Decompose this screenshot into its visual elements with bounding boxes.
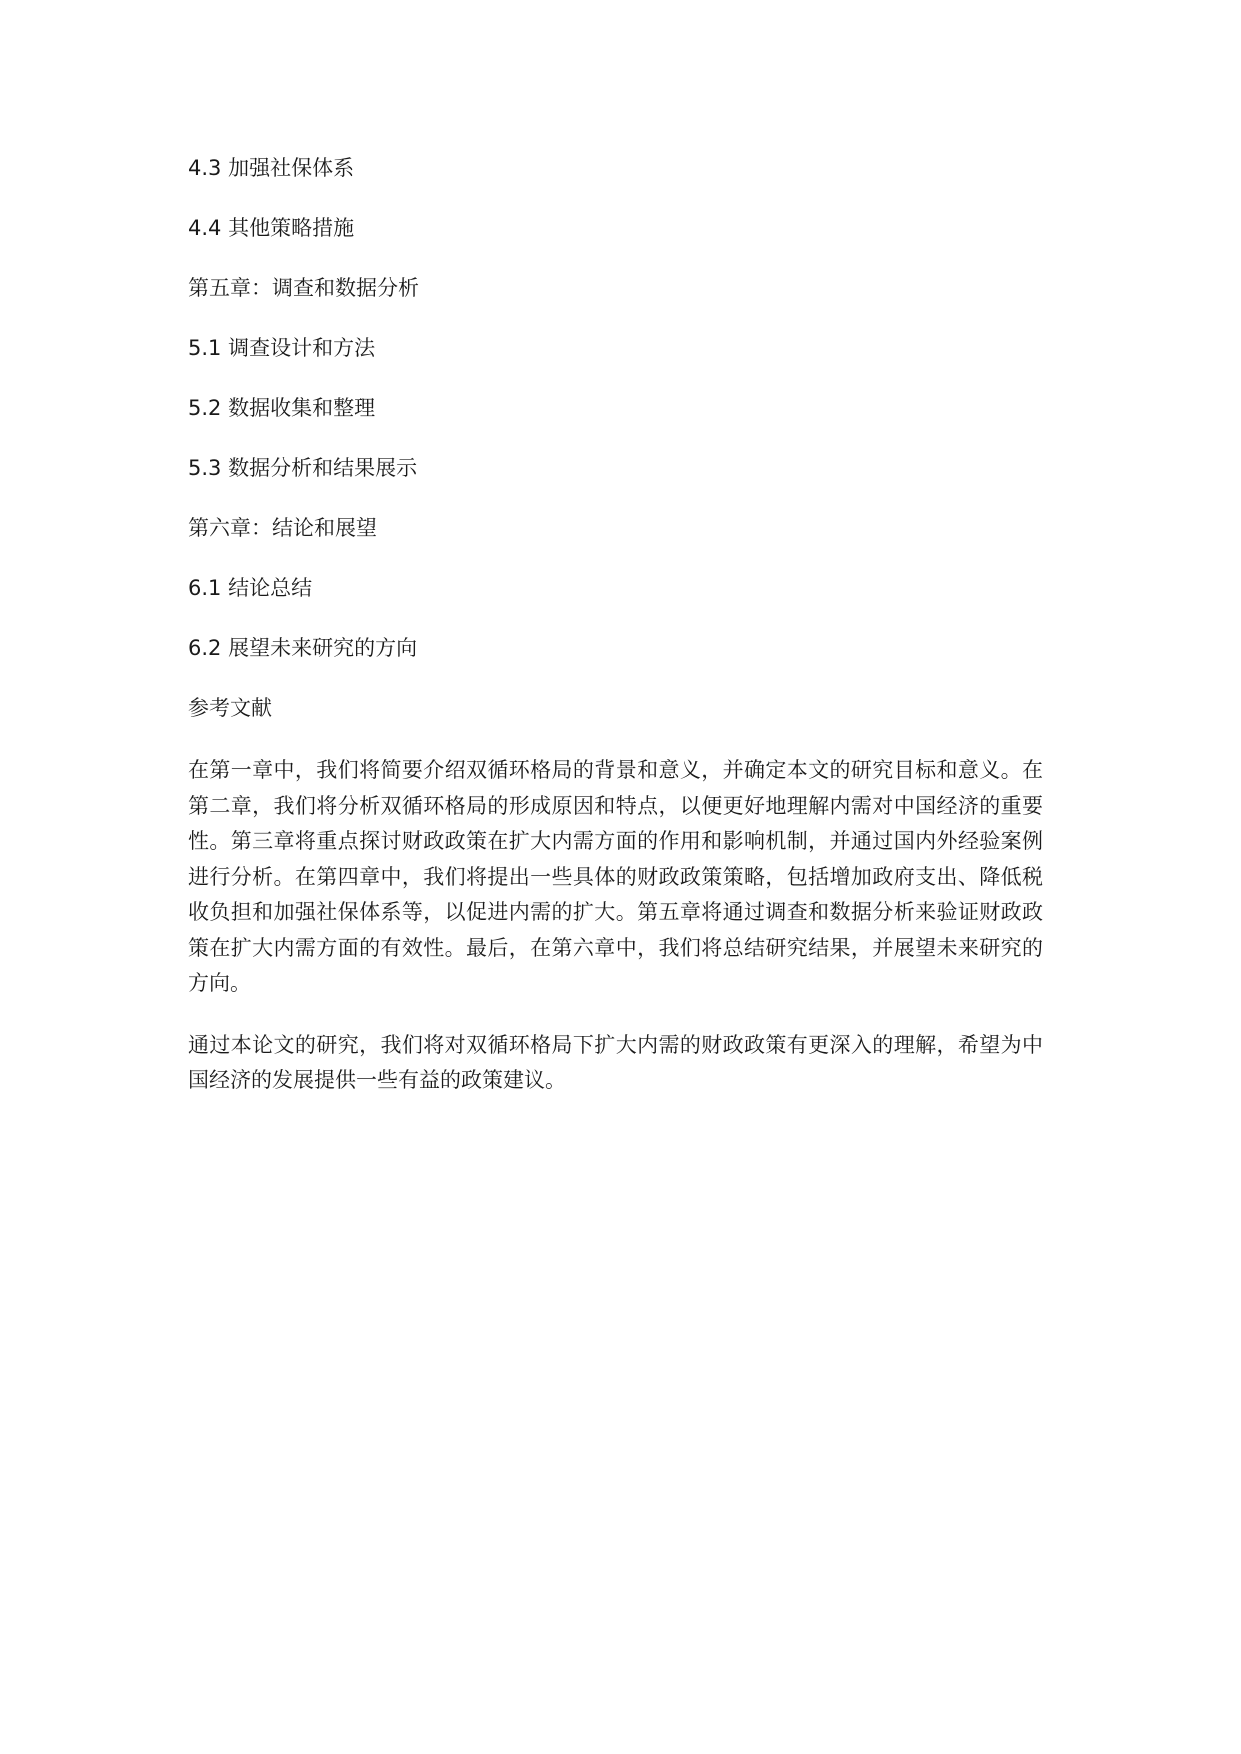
toc-item-5-3: 5.3 数据分析和结果展示	[188, 456, 418, 480]
toc-item-4-4: 4.4 其他策略措施	[188, 216, 355, 240]
document-body	[188, 154, 1043, 1125]
toc-chapter-5: 第五章：调查和数据分析	[188, 276, 419, 300]
toc-item-6-2: 6.2 展望未来研究的方向	[188, 636, 418, 660]
toc-item-4-3: 4.3 加强社保体系	[188, 156, 355, 180]
toc-item-5-2: 5.2 数据收集和整理	[188, 396, 376, 420]
body-paragraph-chapter-overview: 在第一章中，我们将简要介绍双循环格局的背景和意义，并确定本文的研究目标和意义。在第二章，我们将分析双循环格局的形成原因和特点，以便更好地理解内需对中国经济的重要性。第三章将重点探讨财政政策在扩大内需方面的作用和影响机制，并通过国内外经验案例进行分析。在第四章中，我们将提出一些具体的财政政策策略，包括增加政府支出、降低税收负担和加强社保体系等，以促进内需的扩大。第五章将通过调查和数据分析来验证财政政策在扩大内需方面的有效性。最后，在第六章中，我们将总结研究结果，并展望未来研究的方向。	[188, 758, 1043, 995]
table-of-contents	[188, 154, 1043, 722]
toc-item-6-1: 6.1 结论总结	[188, 576, 313, 600]
toc-chapter-6: 第六章：结论和展望	[188, 516, 377, 540]
body-paragraph-conclusion: 通过本论文的研究，我们将对双循环格局下扩大内需的财政政策有更深入的理解，希望为中国经济的发展提供一些有益的政策建议。	[188, 1032, 1043, 1092]
toc-item-5-1: 5.1 调查设计和方法	[188, 336, 376, 360]
toc-references: 参考文献	[188, 696, 272, 720]
